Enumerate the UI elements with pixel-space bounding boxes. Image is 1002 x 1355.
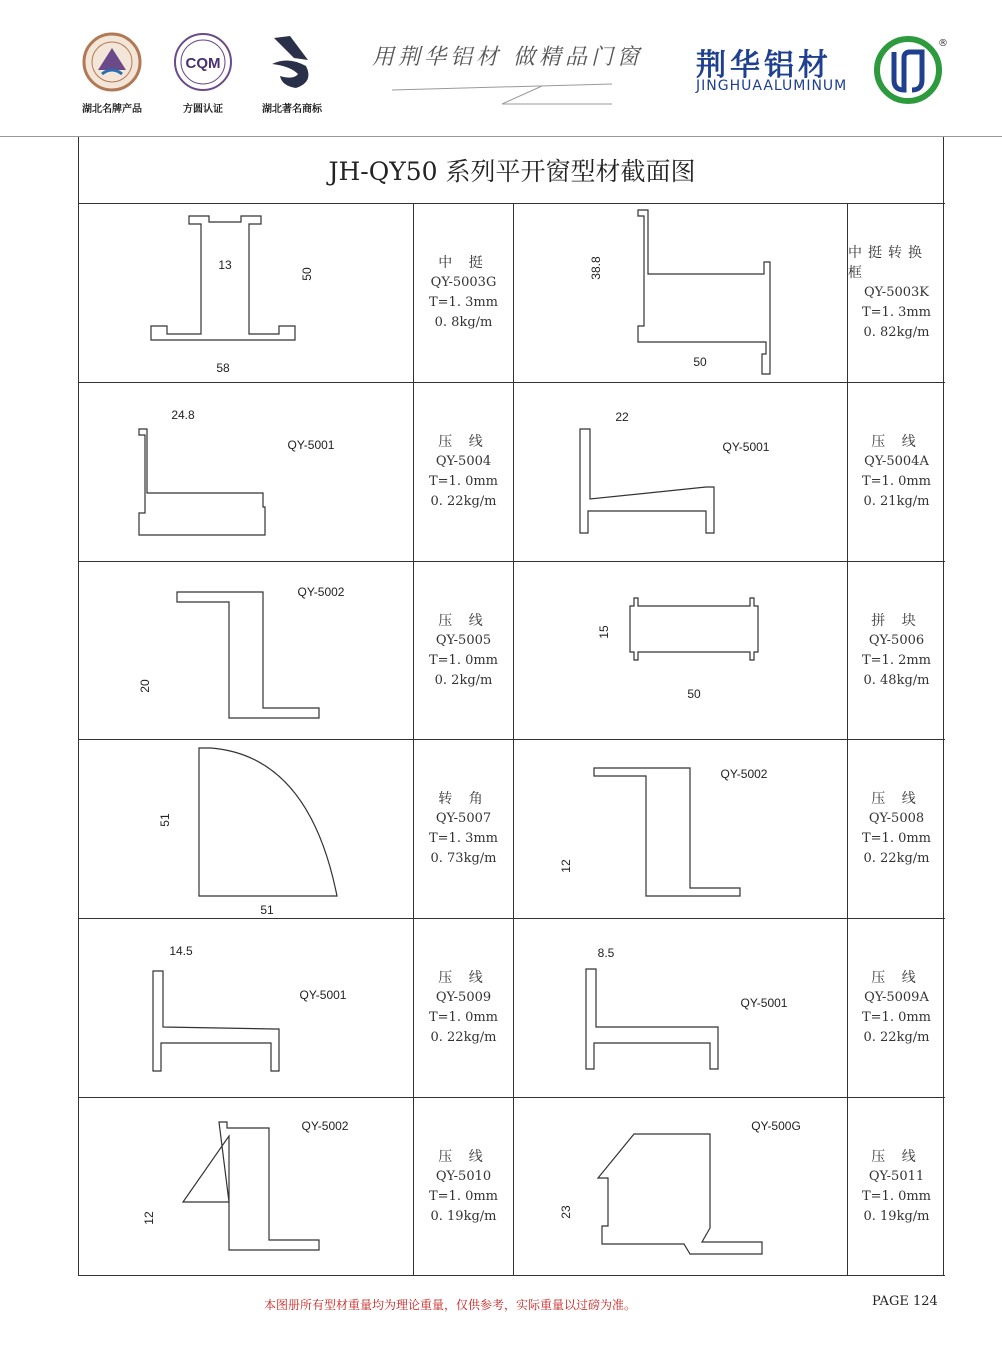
profile-info xyxy=(414,383,514,562)
profile-name: 中挺转换框 xyxy=(848,245,928,281)
profile-name: 转 角 xyxy=(438,791,489,807)
profile-weight: 0. 19kg/m xyxy=(430,1208,497,1224)
dimension-label: 12 xyxy=(559,859,573,873)
profile-code: QY-5004 xyxy=(435,454,492,469)
hubei-brand-seal-icon xyxy=(80,30,144,94)
profile-name: 中 挺 xyxy=(438,255,489,271)
profile-section-drawing xyxy=(514,204,848,383)
profile-drawing xyxy=(514,204,848,383)
reference-profile-label: QY-5002 xyxy=(301,1119,349,1133)
profile-code: QY-5006 xyxy=(868,632,925,648)
dimension-label: 38.8 xyxy=(589,256,603,280)
profile-info xyxy=(848,383,945,562)
profile-code: QY-5007 xyxy=(435,811,492,826)
profile-section-drawing xyxy=(79,740,414,919)
profile-name: 压 线 xyxy=(438,434,489,450)
dimension-label: 24.8 xyxy=(171,408,195,422)
profile-section-drawing xyxy=(79,204,414,383)
profile-section-drawing xyxy=(514,1098,848,1276)
profile-thickness: T=1. 0mm xyxy=(861,474,932,489)
profile-info xyxy=(414,1098,514,1276)
profile-section-drawing xyxy=(514,740,848,919)
reference-profile-label: QY-5001 xyxy=(299,988,347,1002)
profile-thickness: T=1. 0mm xyxy=(428,652,499,668)
profile-name: 压 线 xyxy=(871,434,922,450)
profile-section-drawing xyxy=(79,383,414,562)
reference-profile-label: QY-5002 xyxy=(297,585,345,599)
profile-code: QY-5009A xyxy=(864,990,929,1005)
profile-info xyxy=(414,562,514,740)
profile-weight: 0. 48kg/m xyxy=(863,672,930,688)
profile-thickness: T=1. 3mm xyxy=(428,831,499,846)
profile-code: QY-5011 xyxy=(868,1168,925,1184)
dimension-label: 8.5 xyxy=(597,946,615,960)
profile-name: 压 线 xyxy=(871,791,922,807)
profile-thickness: T=1. 0mm xyxy=(428,1010,499,1025)
profile-weight: 0. 2kg/m xyxy=(434,672,493,688)
slogan: 用荆华铝材 做精品门窗 xyxy=(372,45,643,70)
profile-weight: 0. 73kg/m xyxy=(430,851,497,866)
profile-section-drawing xyxy=(514,562,848,740)
profile-name: 压 线 xyxy=(438,1148,489,1165)
profile-info xyxy=(848,740,945,919)
profile-thickness: T=1. 3mm xyxy=(861,305,932,320)
profile-section-drawing xyxy=(79,919,414,1098)
profile-drawing xyxy=(79,204,414,383)
dimension-label: 58 xyxy=(216,361,230,375)
reference-profile-label: QY-5001 xyxy=(722,440,770,454)
profile-code: QY-5008 xyxy=(868,811,925,826)
profile-weight: 0. 82kg/m xyxy=(863,325,930,340)
profile-thickness: T=1. 0mm xyxy=(428,1188,499,1204)
profile-name: 压 线 xyxy=(871,970,922,986)
profile-name: 拼 块 xyxy=(871,612,922,629)
badge-hubei-brand xyxy=(72,30,152,115)
dimension-label: 23 xyxy=(559,1205,573,1219)
cqm-certification-icon xyxy=(171,30,235,94)
profile-section-drawing xyxy=(79,562,414,740)
registered-mark: ® xyxy=(938,38,948,49)
profile-drawing xyxy=(514,919,848,1098)
reference-profile-label: QY-5001 xyxy=(287,438,335,452)
badge-caption: 湖北名牌产品 xyxy=(82,104,142,115)
profile-section-drawing xyxy=(514,383,848,562)
profile-section-drawing xyxy=(514,919,848,1098)
dimension-label: 14.5 xyxy=(169,944,193,958)
badge-caption: 方圆认证 xyxy=(183,104,223,115)
page-header xyxy=(0,0,1002,137)
profile-section-drawing xyxy=(79,1098,414,1276)
dimension-label: 20 xyxy=(138,679,152,693)
dimension-label: 13 xyxy=(218,258,232,272)
profile-weight: 0. 19kg/m xyxy=(863,1208,930,1224)
profile-code: QY-5004A xyxy=(864,454,929,469)
profile-weight: 0. 22kg/m xyxy=(863,851,930,866)
profile-thickness: T=1. 3mm xyxy=(428,295,499,310)
dimension-label: 50 xyxy=(300,267,314,281)
profile-code: QY-5005 xyxy=(435,632,492,648)
badge-caption: 湖北著名商标 xyxy=(262,104,322,115)
reference-profile-label: QY-5001 xyxy=(740,996,788,1010)
dimension-label: 12 xyxy=(142,1211,156,1225)
profile-drawing xyxy=(514,383,848,562)
reference-profile-label: QY-5002 xyxy=(720,767,768,781)
profile-thickness: T=1. 2mm xyxy=(861,652,932,668)
profile-drawing xyxy=(79,919,414,1098)
profile-name: 压 线 xyxy=(438,970,489,986)
dimension-label: 22 xyxy=(615,410,629,424)
profile-drawing xyxy=(79,740,414,919)
profile-code: QY-5003G xyxy=(430,275,497,290)
profile-info xyxy=(848,204,945,383)
dimension-label: 50 xyxy=(693,355,707,369)
profile-info xyxy=(848,562,945,740)
dimension-label: 51 xyxy=(158,813,172,827)
profile-drawing xyxy=(514,1098,848,1276)
profile-drawing xyxy=(79,1098,414,1276)
dimension-label: 51 xyxy=(260,903,274,917)
slogan-underline xyxy=(392,78,612,108)
profile-drawing xyxy=(79,562,414,740)
profile-info xyxy=(848,1098,945,1276)
profile-code: QY-5003K xyxy=(864,285,929,300)
profile-info xyxy=(414,919,514,1098)
dimension-label: 15 xyxy=(597,625,611,639)
reference-profile-label: QY-500G xyxy=(751,1119,801,1133)
badge-famous-trademark xyxy=(252,30,332,115)
profile-weight: 0. 22kg/m xyxy=(430,494,497,509)
profile-weight: 0. 21kg/m xyxy=(863,494,930,509)
profile-name: 压 线 xyxy=(871,1148,922,1165)
profile-drawing xyxy=(79,383,414,562)
profile-thickness: T=1. 0mm xyxy=(861,831,932,846)
jinghua-logo-icon xyxy=(874,36,942,104)
profile-drawing xyxy=(514,740,848,919)
profile-code: QY-5010 xyxy=(435,1168,492,1184)
dimension-label: 50 xyxy=(687,687,701,701)
page-number: PAGE 124 xyxy=(872,1294,938,1309)
brand-name-en: JINGHUAALUMINUM xyxy=(696,78,848,94)
profile-thickness: T=1. 0mm xyxy=(861,1188,932,1204)
profile-info xyxy=(414,204,514,383)
profile-thickness: T=1. 0mm xyxy=(428,474,499,489)
profile-weight: 0. 22kg/m xyxy=(863,1030,930,1045)
profile-code: QY-5009 xyxy=(435,990,492,1005)
profile-info xyxy=(414,740,514,919)
page-title: JH-QY50 系列平开窗型材截面图 xyxy=(79,137,945,204)
profile-weight: 0. 8kg/m xyxy=(434,315,493,330)
profile-weight: 0. 22kg/m xyxy=(430,1030,497,1045)
footer-note: 本图册所有型材重量均为理论重量，仅供参考，实际重量以过磅为准。 xyxy=(264,1298,637,1312)
brand-name-cn: 荆华铝材 xyxy=(696,48,832,83)
badge-cqm xyxy=(163,30,243,115)
cqm-logo-text: CQM xyxy=(185,55,221,72)
profile-thickness: T=1. 0mm xyxy=(861,1010,932,1025)
famous-trademark-icon xyxy=(260,30,324,94)
profile-table xyxy=(78,137,944,1276)
profile-name: 压 线 xyxy=(438,612,489,629)
profile-drawing xyxy=(514,562,848,740)
profile-info xyxy=(848,919,945,1098)
